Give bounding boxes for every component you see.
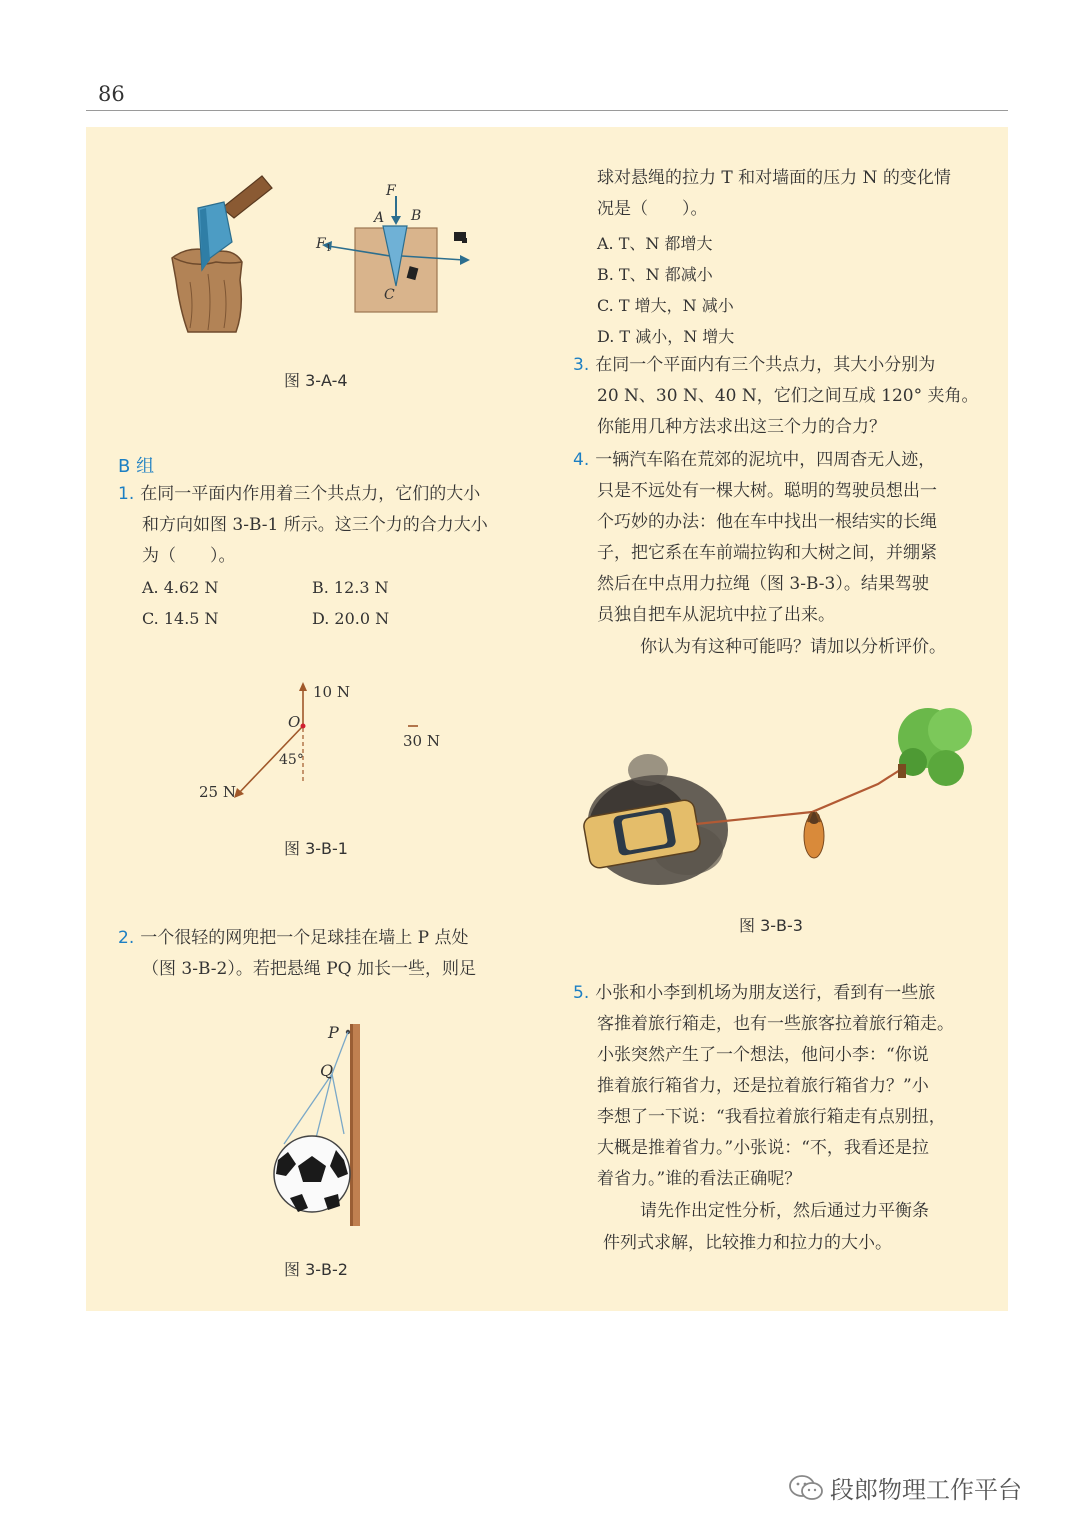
q2-option-b: B. T、N 都减小 — [597, 265, 713, 284]
q1-line: 1. 在同一平面内作用着三个共点力，它们的大小 — [118, 484, 481, 504]
label-c: C — [384, 287, 395, 303]
label-25n: 25 N — [199, 783, 236, 801]
q4-line: 然后在中点用力拉绳（图 3-B-3）。结果驾驶 — [597, 574, 929, 594]
wedge-diagram — [315, 183, 470, 312]
label-10n: 10 N — [313, 683, 350, 701]
q5-number: 5. — [573, 983, 590, 1003]
q1-option-d: D. 20.0 N — [312, 609, 390, 628]
q2-number: 2. — [118, 928, 135, 948]
q5-line: 5. 小张和小李到机场为朋友送行，看到有一些旅 — [573, 983, 936, 1003]
person-pulling-rope — [804, 812, 824, 858]
figure-3-b-2-caption: 图 3-B-2 — [284, 1260, 348, 1279]
figure-3-b-1-caption: 图 3-B-1 — [284, 839, 348, 858]
tree — [898, 708, 972, 786]
label-o: O — [288, 713, 301, 731]
q2-option-c: C. T 增大，N 减小 — [597, 296, 734, 315]
label-f: F — [386, 183, 396, 199]
q1-option-c: C. 14.5 N — [142, 609, 219, 628]
label-b: B — [411, 208, 422, 224]
q2-line: 2. 一个很轻的网兜把一个足球挂在墙上 P 点处 — [118, 928, 469, 948]
figure-3-b-1 — [190, 676, 460, 806]
q3-line: 3. 在同一个平面内有三个共点力，其大小分别为 — [573, 355, 936, 375]
q4-number: 4. — [573, 450, 590, 470]
q1-line: 和方向如图 3-B-1 所示。这三个力的合力大小 — [142, 515, 488, 535]
label-p: P — [328, 1023, 339, 1042]
q2-line: 球对悬绳的拉力 T 和对墙面的压力 N 的变化情 — [597, 168, 951, 188]
figure-3-b-2 — [260, 1014, 400, 1234]
section-b-heading: B 组 — [118, 456, 155, 477]
q4-line: 4. 一辆汽车陷在荒郊的泥坑中，四周杳无人迹， — [573, 450, 936, 470]
label-f1: $F_1$ — [316, 236, 332, 254]
q2-option-d: D. T 减小，N 增大 — [597, 327, 735, 346]
q2-line: 况是（ ）。 — [597, 199, 708, 219]
axe-stump-illustration — [172, 176, 272, 332]
q5-line: 推着旅行箱省力，还是拉着旅行箱省力？”小 — [597, 1076, 929, 1096]
q4-line: 只是不远处有一棵大树。聪明的驾驶员想出一 — [597, 481, 937, 501]
label-30n: 30 N — [403, 732, 440, 750]
q5-line: 着省力。”谁的看法正确呢？ — [597, 1169, 802, 1189]
q1-line: 为（ ）。 — [142, 546, 236, 566]
label-a: A — [374, 210, 385, 226]
q5-line: 件列式求解，比较推力和拉力的大小。 — [603, 1233, 892, 1253]
q5-line: 请先作出定性分析，然后通过力平衡条 — [640, 1201, 929, 1221]
q3-line: 20 N、30 N、40 N，它们之间互成 120° 夹角。 — [597, 386, 979, 406]
q4-line: 子，把它系在车前端拉钩和大树之间，并绷紧 — [597, 543, 937, 563]
q1-number: 1. — [118, 484, 135, 504]
figure-3-a-4 — [150, 170, 490, 360]
q4-line: 你认为有这种可能吗？请加以分析评价。 — [640, 637, 946, 657]
q2-line: （图 3-B-2）。若把悬绳 PQ 加长一些，则足 — [142, 959, 477, 979]
figure-3-a-4-caption: 图 3-A-4 — [284, 371, 348, 390]
q5-line: 大概是推着省力。”小张说：“不，我看还是拉 — [597, 1138, 929, 1158]
q4-line: 员独自把车从泥坑中拉了出来。 — [597, 605, 835, 625]
q3-number: 3. — [573, 355, 590, 375]
header-rule — [86, 110, 1008, 111]
q3-line: 你能用几种方法求出这三个力的合力？ — [597, 417, 886, 437]
q5-line: 小张突然产生了一个想法，他问小李：“你说 — [597, 1045, 929, 1065]
figure-3-b-3-caption: 图 3-B-3 — [739, 916, 803, 935]
figure-3-b-3 — [578, 700, 988, 890]
label-45-degrees: 45° — [279, 752, 304, 768]
q1-option-b: B. 12.3 N — [312, 578, 389, 597]
wechat-icon — [788, 1474, 824, 1508]
page-number: 86 — [98, 82, 125, 106]
q1-option-a: A. 4.62 N — [142, 578, 219, 597]
watermark-text: 段郎物理工作平台 — [830, 1476, 1022, 1504]
q5-line: 李想了一下说：“我看拉着旅行箱走有点别扭， — [597, 1107, 946, 1127]
label-q: Q — [320, 1061, 334, 1080]
q5-line: 客推着旅行箱走，也有一些旅客拉着旅行箱走。 — [597, 1014, 954, 1034]
q4-line: 个巧妙的办法：他在车中找出一根结实的长绳 — [597, 512, 937, 532]
watermark — [788, 1470, 1022, 1508]
q2-option-a: A. T、N 都增大 — [597, 234, 713, 253]
